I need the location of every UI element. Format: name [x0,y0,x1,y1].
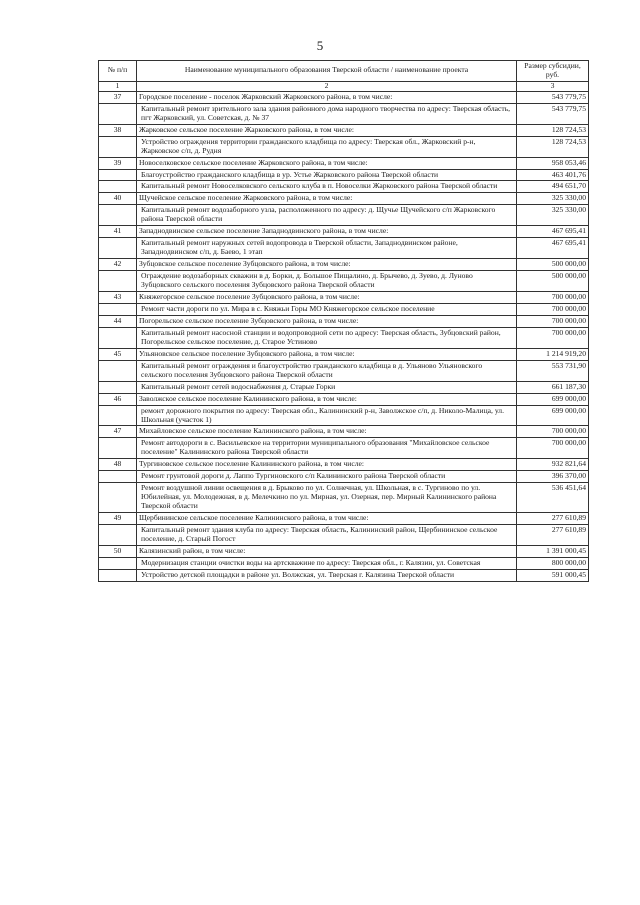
table-row-municipality [99,393,589,405]
row-number [99,238,137,259]
subsidy-amount: 1 391 000,45 [517,545,589,557]
row-number [99,327,137,348]
table-row-municipality [99,513,589,525]
municipality-name: Тургиновское сельское поселение Калининского района, в том числе: [137,459,517,471]
subsidy-amount: 591 000,45 [517,569,589,581]
table-row-project [99,271,589,292]
row-number: 45 [99,348,137,360]
table-row-project [99,483,589,513]
subsidy-amount: 396 370,00 [517,471,589,483]
table-row-project [99,205,589,226]
municipality-name: Городское поселение - поселок Жарковский Жарковского района, в том числе: [137,91,517,103]
project-name: Ограждение водозаборных скважин в д. Борки, д. Большое Пищалино, д. Брычево, д. Зуево, д. Луново Зубцовского сельского поселения Зубцовского района Тверской области [137,271,517,292]
subsidy-amount: 500 000,00 [517,259,589,271]
table-row-municipality [99,259,589,271]
subsidy-amount: 661 187,30 [517,381,589,393]
subsidy-amount: 800 000,00 [517,557,589,569]
subsidy-amount: 128 724,53 [517,136,589,157]
subsidy-amount: 699 000,00 [517,405,589,426]
subsidy-amount: 699 000,00 [517,393,589,405]
municipality-name: Зубцовское сельское поселение Зубцовского района, в том числе: [137,259,517,271]
municipality-name: Щербининское сельское поселение Калининского района, в том числе: [137,513,517,525]
table-row-municipality [99,193,589,205]
row-number: 40 [99,193,137,205]
table-row-project [99,438,589,459]
header-num: № п/п [99,61,137,82]
project-name: Устройство детской площадки в районе ул. Волжская, ул. Тверская г. Калязина Тверской области [137,569,517,581]
row-number: 39 [99,157,137,169]
subsidy-amount: 325 330,00 [517,193,589,205]
table-row-project [99,303,589,315]
index-cell: 2 [137,81,517,91]
subsidy-amount: 553 731,90 [517,360,589,381]
table-row-project [99,181,589,193]
row-number: 44 [99,315,137,327]
index-cell: 3 [517,81,589,91]
project-name: Капитальный ремонт здания клуба по адресу: Тверская область, Калининский район, Щербининское сельское поселение, д. Старый Погост [137,525,517,546]
subsidy-amount: 700 000,00 [517,426,589,438]
municipality-name: Ульяновское сельское поселение Зубцовского района, в том числе: [137,348,517,360]
project-name: Модернизация станции очистки воды на артскважине по адресу: Тверская обл., г. Калязин, ул. Советская [137,557,517,569]
row-number: 48 [99,459,137,471]
table-header-row [99,61,589,82]
project-name: Устройство ограждения территории гражданского кладбища по адресу: Тверская обл., Жарковский р-н, Жарковское с/п, д. Рудня [137,136,517,157]
project-name: Ремонт части дороги по ул. Мира в с. Княжьи Горы МО Княжегорское сельское поселение [137,303,517,315]
row-number [99,136,137,157]
project-name: Капитальный ремонт Новоселковского сельского клуба в п. Новоселки Жарковского района Тверской области [137,181,517,193]
page-number: 5 [316,38,324,53]
municipality-name: Погорельское сельское поселение Зубцовского района, в том числе: [137,315,517,327]
municipality-name: Новоселковское сельское поселение Жарковского района, в том числе: [137,157,517,169]
subsidy-table [98,60,589,582]
project-name: Капитальный ремонт сетей водоснабжения д. Старые Горки [137,381,517,393]
subsidy-amount: 958 053,46 [517,157,589,169]
table-row-project [99,557,589,569]
subsidy-amount: 494 651,70 [517,181,589,193]
subsidy-amount: 543 779,75 [517,91,589,103]
subsidy-amount: 543 779,75 [517,103,589,124]
table-row-project [99,381,589,393]
row-number [99,271,137,292]
table-row-project [99,360,589,381]
table-row-municipality [99,348,589,360]
row-number [99,405,137,426]
row-number [99,483,137,513]
table-row-municipality [99,124,589,136]
row-number: 41 [99,226,137,238]
municipality-name: Щучейское сельское поселение Жарковского района, в том числе: [137,193,517,205]
project-name: Благоустройство гражданского кладбища в ур. Устье Жарковского района Тверской области [137,169,517,181]
index-cell: 1 [99,81,137,91]
project-name: Капитальный ремонт водозаборного узла, расположенного по адресу: д. Щучье Щучейского с/п Жарковского района Тверской области [137,205,517,226]
row-number: 42 [99,259,137,271]
subsidy-amount: 463 401,76 [517,169,589,181]
subsidy-amount: 700 000,00 [517,315,589,327]
project-name: Ремонт автодороги в с. Васильевское на территории муниципального образования "Михайловское сельское поселение" Калининского района Тверской области [137,438,517,459]
municipality-name: Западнодвинское сельское поселение Западнодвинского района, в том числе: [137,226,517,238]
row-number [99,103,137,124]
subsidy-amount: 700 000,00 [517,303,589,315]
project-name: ремонт дорожного покрытия по адресу: Тверская обл., Калининский р-н, Заволжское с/п, д. Николо-Малица, ул. Школьная (участок 1) [137,405,517,426]
municipality-name: Михайловское сельское поселение Калининского района, в том числе: [137,426,517,438]
row-number: 43 [99,292,137,304]
subsidy-amount: 700 000,00 [517,327,589,348]
municipality-name: Княжегорское сельское поселение Зубцовского района, в том числе: [137,292,517,304]
table-row-project [99,103,589,124]
project-name: Капитальный ремонт насосной станции и водопроводной сети по адресу: Тверская область, Зубцовский район, Погорельское сельское поселение, д. Старое Устиново [137,327,517,348]
table-row-municipality [99,157,589,169]
project-name: Ремонт воздушной линии освещения в д. Брыково по ул. Солнечная, ул. Школьная, в с. Тургиново по ул. Юбилейная, ул. Молодежная, в д. Мелечкино по ул. Мирная, ул. Озерная, пер. Мирный Калининского района Тверской области [137,483,517,513]
row-number: 49 [99,513,137,525]
municipality-name: Калязинский район, в том числе: [137,545,517,557]
table-row-project [99,525,589,546]
subsidy-amount: 325 330,00 [517,205,589,226]
subsidy-amount: 932 821,64 [517,459,589,471]
table-row-project [99,471,589,483]
row-number: 38 [99,124,137,136]
subsidy-amount: 467 695,41 [517,226,589,238]
table-index-row [99,81,589,91]
row-number [99,569,137,581]
subsidy-amount: 536 451,64 [517,483,589,513]
table-row-municipality [99,459,589,471]
project-name: Капитальный ремонт наружных сетей водопровода в Тверской области, Западнодвинском районе, Западнодвинском с/п, д. Баево, 1 этап [137,238,517,259]
subsidy-amount: 500 000,00 [517,271,589,292]
table-row-project [99,169,589,181]
row-number [99,181,137,193]
municipality-name: Заволжское сельское поселение Калининского района, в том числе: [137,393,517,405]
table-row-project [99,327,589,348]
table-row-municipality [99,426,589,438]
row-number [99,303,137,315]
table-row-project [99,405,589,426]
project-name: Ремонт грунтовой дороги д. Лаппо Тургиновского с/п Калининского района Тверской области [137,471,517,483]
table-row-municipality [99,226,589,238]
row-number [99,471,137,483]
row-number: 46 [99,393,137,405]
row-number [99,205,137,226]
header-amount: Размер субсидии, руб. [517,61,589,82]
header-name: Наименование муниципального образования Тверской области / наименование проекта [137,61,517,82]
table-body [99,91,589,581]
row-number [99,438,137,459]
subsidy-amount: 128 724,53 [517,124,589,136]
row-number [99,360,137,381]
subsidy-amount: 700 000,00 [517,292,589,304]
table-row-municipality [99,315,589,327]
municipality-name: Жарковское сельское поселение Жарковского района, в том числе: [137,124,517,136]
table-row-municipality [99,91,589,103]
row-number: 50 [99,545,137,557]
table-row-project [99,136,589,157]
subsidy-amount: 277 610,89 [517,513,589,525]
project-name: Капитальный ремонт зрительного зала здания районного дома народного творчества по адресу: Тверская область, пгт Жарковский, ул. Советская, д. № 37 [137,103,517,124]
row-number: 47 [99,426,137,438]
subsidy-amount: 1 214 919,20 [517,348,589,360]
table-row-project [99,238,589,259]
table-row-municipality [99,545,589,557]
subsidy-amount: 467 695,41 [517,238,589,259]
table-row-municipality [99,292,589,304]
row-number [99,381,137,393]
project-name: Капитальный ремонт ограждения и благоустройство гражданского кладбища в д. Ульяново Ульяновского сельского поселения Зубцовского района Тверской области [137,360,517,381]
row-number: 37 [99,91,137,103]
table-row-project [99,569,589,581]
subsidy-amount: 277 610,89 [517,525,589,546]
row-number [99,557,137,569]
subsidy-amount: 700 000,00 [517,438,589,459]
row-number [99,525,137,546]
row-number [99,169,137,181]
